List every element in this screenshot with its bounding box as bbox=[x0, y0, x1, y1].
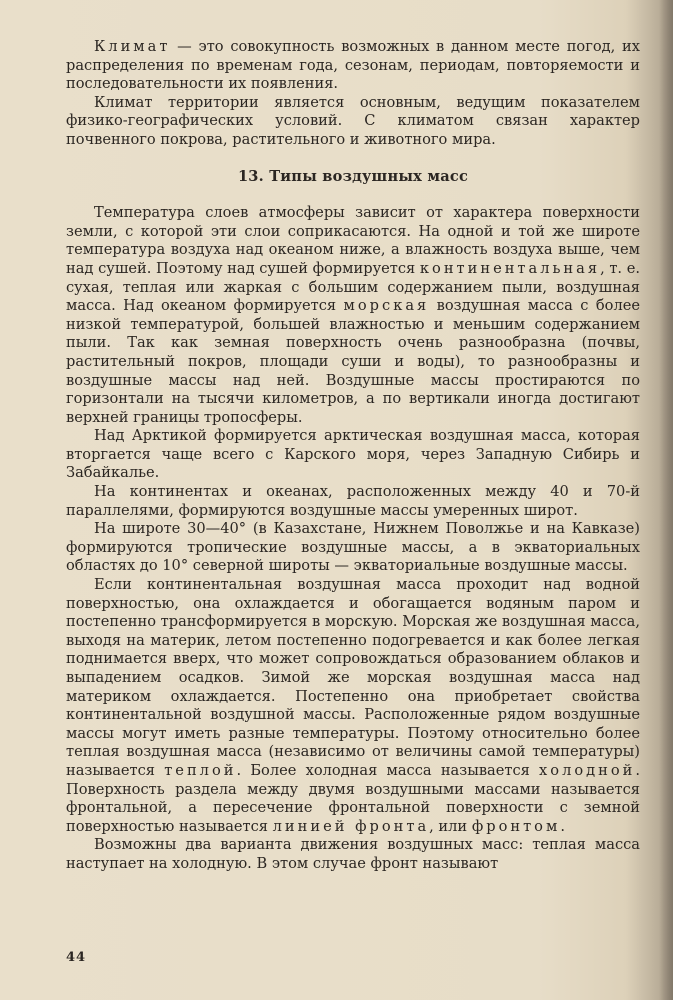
paragraph-text: . Поверхность раздела между двумя воздушными массами называется фронтальной, а пересечение фронтальной поверхности с земной поверхностью называется bbox=[66, 761, 640, 835]
paragraph-front-variants: Возможны два варианта движения воздушных масс: теплая масса наступает на холодную. В этом случае фронт называют bbox=[66, 836, 640, 872]
spacer bbox=[66, 186, 640, 204]
paragraph-text: Температура слоев атмосферы зависит от характера поверхности земли, с которой эти слои соприкасаются. На одной и той же широте температура воздуха над океаном ниже, а влажность воздуха выше, чем над сушей. Поэтому над сушей формируется bbox=[66, 204, 640, 277]
paragraph-tropical: На широте 30—40° (в Казахстане, Нижнем Поволжье и на Кавказе) формируются тропические воздушные массы, а в экваториальных областях до 10° северной широты — экваториальные воздушные массы. bbox=[66, 520, 640, 575]
paragraph-transformation bbox=[66, 576, 640, 836]
paragraph-text: , или bbox=[429, 817, 472, 835]
paragraph-climate-definition bbox=[66, 38, 640, 94]
section-title: 13. Типы воздушных масс bbox=[237, 167, 469, 185]
page-spine-shadow bbox=[659, 0, 673, 1000]
paragraph-temperate: На континентах и океанах, расположенных между 40 и 70-й параллелями, формируются воздушные массы умеренных широт. bbox=[66, 483, 640, 519]
term-marine: морская bbox=[343, 297, 430, 315]
term-warm: теплой bbox=[164, 761, 237, 779]
page-number: 44 bbox=[66, 950, 87, 965]
term-front-line: линией фронта bbox=[272, 817, 430, 835]
paragraph-text: — это совокупность возможных в данном месте погод, их распределения по временам года, сезонам, периодам, повторяемости и последовательности их появления. bbox=[66, 38, 640, 93]
paragraph-text: воздушная масса с более низкой температурой, большей влажностью и меньшим содержанием пыли. Так как земная поверхность очень разнообразна (почвы, растительный покров, площади суши и воды), то разнообразны и воздушные массы над ней. Воздушные массы простираются по горизонтали на тысячи километров, а по вертикали иногда достигают верхней границы тропосферы. bbox=[66, 297, 640, 426]
paragraph-text: Если континентальная воздушная масса проходит над водной поверхностью, она охлаждается и обогащается водяным паром и постепенно трансформируется в морскую. Морская же воздушная масса, выходя на материк, летом постепенно подогревается и как более легкая поднимается вверх, что может сопровождаться образованием облаков и выпадением осадков. Зимой же морская воздушная масса над материком охлаждается. Постепенно она приобретает свойства континентальной воздушной массы. Расположенные рядом воздушные массы могут иметь разные температуры. Поэтому относительно более теплая воздушная масса (независимо от величины самой температуры) называется bbox=[66, 576, 640, 779]
term-continental: континентальная bbox=[419, 259, 601, 277]
term-cold: холодной bbox=[539, 761, 636, 779]
paragraph-arctic: Над Арктикой формируется арктическая воздушная масса, которая вторгается чаще всего с Карского моря, через Западную Сибирь и Забайкалье. bbox=[66, 427, 640, 482]
paragraph-text: , т. е. сухая, теплая или жаркая с большим содержанием пыли, воздушная масса. Над океаном формируется bbox=[66, 259, 640, 315]
paragraph-temperature-layers bbox=[66, 204, 640, 427]
paragraph-text: . bbox=[560, 817, 565, 835]
paragraph-text: . Более холодная масса называется bbox=[236, 761, 540, 779]
term-front: фронтом bbox=[471, 817, 561, 835]
spacer bbox=[66, 150, 640, 168]
term-climate: Климат bbox=[94, 38, 171, 55]
page-text-column bbox=[66, 38, 640, 874]
paragraph-climate-territory: Климат территории является основным, ведущим показателем физико-географических условий. С климатом связан характер почвенного покрова, растительного и животного мира. bbox=[66, 93, 640, 148]
